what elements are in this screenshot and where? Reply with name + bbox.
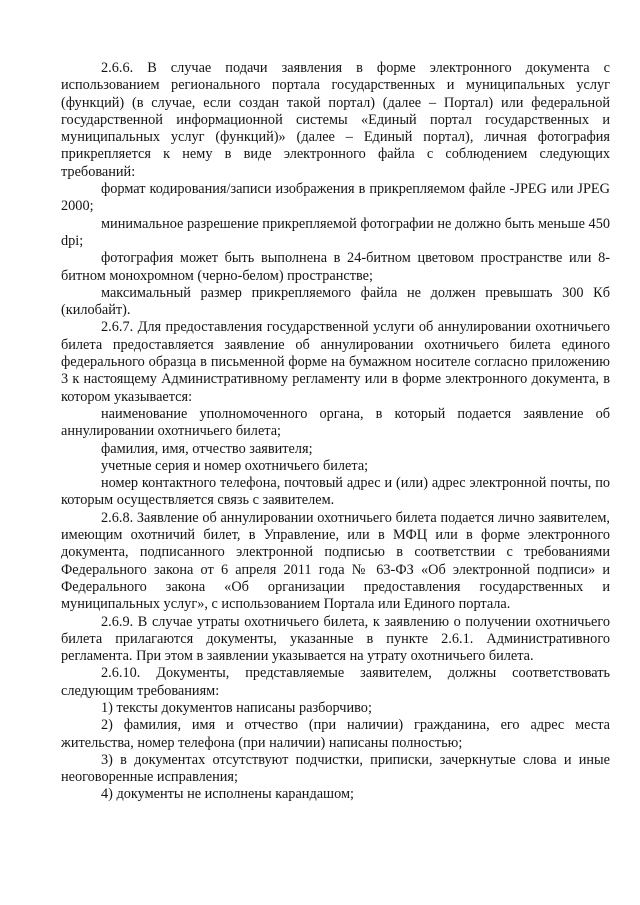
document-body (61, 60, 610, 804)
photo-requirement-format: формат кодирования/записи изображения в прикрепляемом файле -JPEG или JPEG 2000; (61, 181, 610, 215)
paragraph-2-6-6: 2.6.6. В случае подачи заявления в форме электронного документа с использованием регионального портала государственных и муниципальных услуг (функций) (в случае, если создан такой портал) (далее – Портал) или федеральной государственной информационной системы «Единый портал государственных и муниципальных услуг (функций)» (далее – Единый портал), личная фотография прикрепляется к нему в виде электронного файла с соблюдением следующих требований: (61, 60, 610, 180)
requirement-3: 3) в документах отсутствуют подчистки, приписки, зачеркнутые слова и иные неоговоренные исправления; (61, 751, 610, 786)
item-applicant-name: фамилия, имя, отчество заявителя; (101, 440, 313, 457)
photo-requirement-color: фотография может быть выполнена в 24-битном цветовом пространстве или 8-битном монохромном (черно-белом) пространстве; (61, 250, 610, 284)
photo-requirement-resolution: минимальное разрешение прикрепляемой фотографии не должно быть меньше 450 dpi; (61, 215, 610, 249)
requirement-2: 2) фамилия, имя и отчество (при наличии) гражданина, его адрес места жительства, номер телефона (при наличии) написаны полностью; (61, 717, 610, 751)
item-authority-name: наименование уполномоченного органа, в который подается заявление об аннулировании охотничьего билета; (61, 405, 610, 440)
requirement-1: 1) тексты документов написаны разборчиво; (101, 699, 372, 716)
paragraph-2-6-10: 2.6.10. Документы, представляемые заявителем, должны соответствовать следующим требованиям: (61, 665, 610, 699)
item-ticket-number: учетные серия и номер охотничьего билета; (101, 457, 369, 474)
paragraph-2-6-9: 2.6.9. В случае утраты охотничьего билета, к заявлению о получении охотничьего билета прилагаются документы, указанные в пункте 2.6.1. Административного регламента. При этом в заявлении указывается на утрату охотничьего билета. (61, 613, 610, 665)
paragraph-2-6-7: 2.6.7. Для предоставления государственной услуги об аннулировании охотничьего билета предоставляется заявление об аннулировании охотничьего билета единого федерального образца в письменной форме на бумажном носителе согласно приложению 3 к настоящему Административному регламенту или в форме электронного документа, в котором указывается: (61, 319, 610, 405)
paragraph-2-6-8: 2.6.8. Заявление об аннулировании охотничьего билета подается лично заявителем, имеющим охотничий билет, в Управление, или в МФЦ или в форме электронного документа, подписанного электронной подписью в соответствии с требованиями Федерального закона от 6 апреля 2011 года № 63-ФЗ «Об электронной подписи» и Федерального закона «Об организации предоставления государственных и муниципальных услуг», с использованием Портала или Единого портала. (61, 509, 610, 613)
photo-requirement-size: максимальный размер прикрепляемого файла не должен превышать 300 Кб (килобайт). (61, 284, 610, 319)
item-contact-details: номер контактного телефона, почтовый адрес и (или) адрес электронной почты, по которым осуществляется связь с заявителем. (61, 475, 610, 509)
requirement-4: 4) документы не исполнены карандашом; (101, 786, 354, 803)
